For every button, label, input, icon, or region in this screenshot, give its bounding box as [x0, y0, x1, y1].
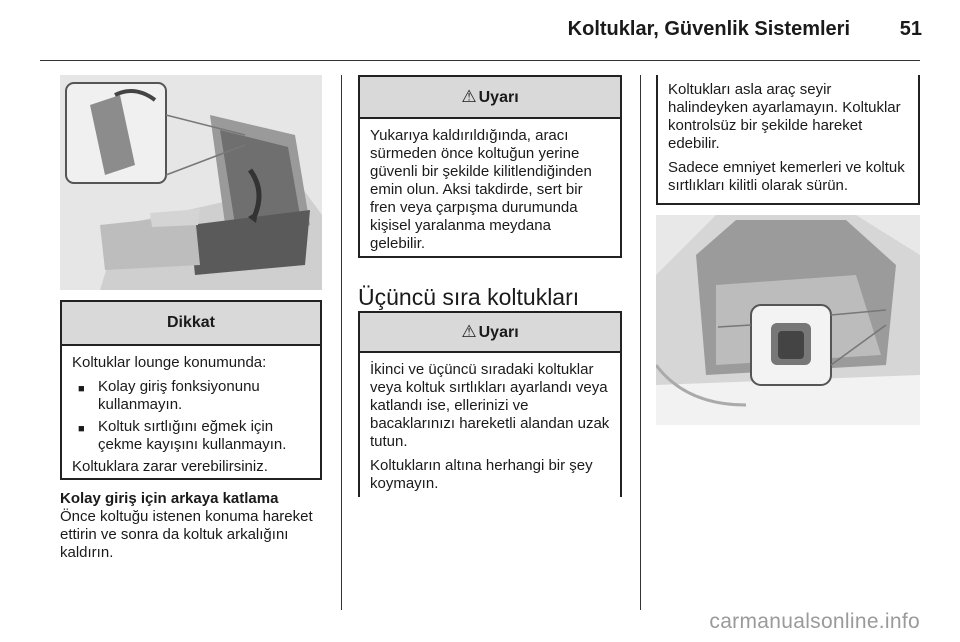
column-divider-2 — [640, 75, 641, 610]
warning-text: Sadece emniyet kemerleri ve koltuk sırtlıkları kilitli olarak sürün. — [668, 159, 905, 194]
list-item — [72, 378, 310, 414]
warning-box-1 — [358, 75, 622, 258]
section-heading-third-row: Üçüncü sıra koltukları — [358, 284, 580, 310]
seat-folding-illustration — [60, 75, 322, 290]
seat-folding-drawing — [60, 75, 322, 290]
list-item-text: Kolay giriş fonksiyonunu kullanmayın. — [98, 378, 260, 413]
warning-text: Koltukların altına herhangi bir şey koymayın. — [370, 457, 593, 492]
notice-box-body — [62, 346, 320, 486]
warning-box-2-title — [360, 313, 620, 353]
subheading-easy-entry: Kolay giriş için arkaya katlama — [60, 490, 279, 507]
warning-box-1-title — [360, 77, 620, 119]
notice-intro: Koltuklar lounge konumunda: — [72, 354, 267, 371]
notice-footer: Koltuklara zarar verebilirsiniz. — [72, 458, 268, 475]
warning-title-text: Uyarı — [478, 324, 519, 341]
warning-text: İkinci ve üçüncü sıradaki koltuklar veya koltuk sırtlıkları ayarlandı veya katlandı ise, ellerinizi ve bacaklarınızı hareketli alandan uzak tutun. — [370, 361, 610, 450]
continued-warning-body — [658, 75, 918, 205]
warning-box-2 — [358, 311, 622, 497]
warning-box-1-body — [360, 119, 620, 263]
page-number: 51 — [899, 18, 922, 40]
trunk-latch-illustration — [656, 215, 920, 425]
body-paragraph: Önce koltuğu istenen konuma hareket ettirin ve sonra da koltuk arkalığını kaldırın. — [60, 508, 313, 561]
warning-box-2-body — [360, 353, 620, 503]
header-title: Koltuklar, Güvenlik Sistemleri — [567, 18, 850, 40]
warning-triangle-icon: ⚠ — [461, 322, 477, 341]
notice-box — [60, 300, 322, 480]
watermark: carmanualsonline.info — [709, 610, 920, 633]
list-item — [72, 418, 310, 454]
notice-box-title: Dikkat — [62, 302, 320, 346]
trunk-latch-drawing — [656, 215, 920, 425]
continued-warning-box — [656, 75, 920, 205]
warning-title-text: Uyarı — [478, 89, 519, 106]
list-item-text: Koltuk sırtlığını eğmek için çekme kayışını kullanmayın. — [98, 418, 287, 453]
column-divider-1 — [341, 75, 342, 610]
square-bullet-icon: ■ — [78, 423, 85, 435]
square-bullet-icon: ■ — [78, 383, 85, 395]
warning-triangle-icon: ⚠ — [461, 87, 477, 106]
warning-text: Yukarıya kaldırıldığında, aracı sürmeden önce koltuğun yerine güvenli bir şekilde kilitlendiğinden emin olun. Aksi takdirde, sert bir fren veya çarpışma durumunda kişisel yaralanma meydana gelebilir. — [370, 127, 592, 252]
header-rule — [40, 60, 920, 61]
warning-text: Koltukları asla araç seyir halindeyken ayarlamayın. Koltuklar kontrolsüz bir şekilde hareket edebilir. — [668, 81, 901, 152]
